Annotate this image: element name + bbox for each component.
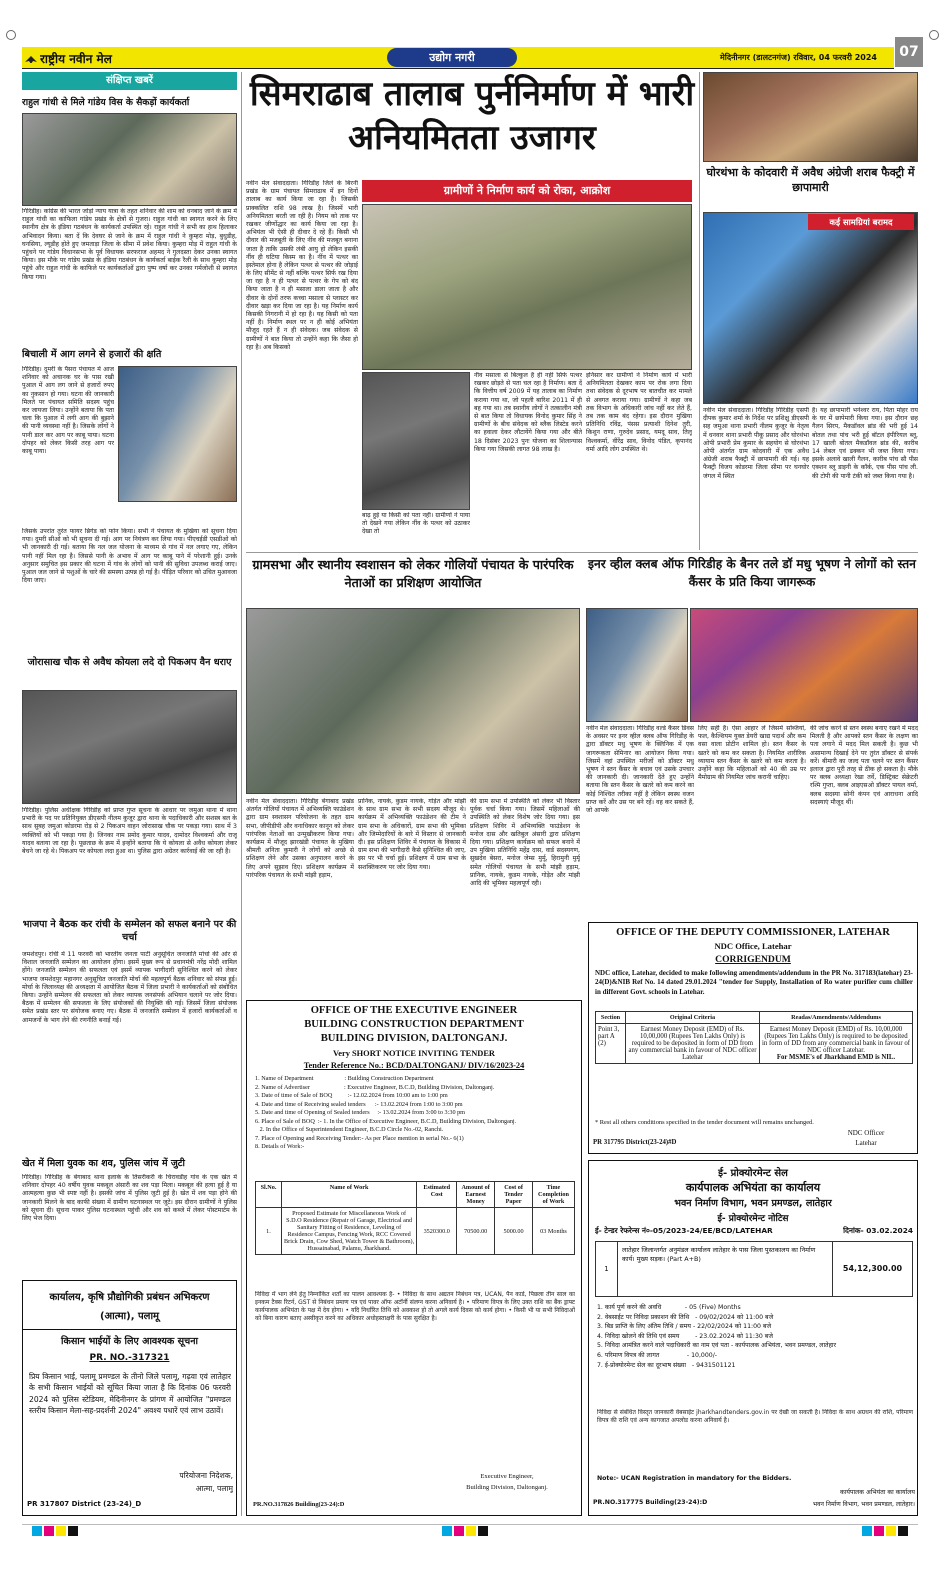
agri-ad-sign-2: आत्मा, पलामू: [195, 1484, 233, 1493]
gram-col-2: प्रानिक, नायके, कुडम नायके, गोड़ेत और मांझी के साथ ग्राम सभा के सभी सदस्य मौजूद थे। कार्यक्रम में अभिव्यक्ति फाउंडेशन की टीम ने ग्राम सभा के अधिकारों, ग्राम सभा की भूमिका और जिम्मेदारियों के बारे में विस्तार से जानकारी दी। इस प्रशिक्षण शिविर में पंचायत के विकास में ग्राम सभा की भागीदारी कैसे सुनिश्चित की जाए, इस पर भी चर्चा हुई। प्रशिक्षण में ग्राम सभा के सशक्तिकरण पर जोर दिया गया।: [358, 798, 466, 871]
eproc-pr: PR.NO.317775 Building(23-24):D: [593, 1499, 708, 1506]
bcd-th-time: Time Completion of Work: [533, 1182, 575, 1208]
eproc-title-1: ई- प्रोक्योरमेन्ट सेल: [718, 1168, 788, 1179]
eproc-sign-2: भवन निर्माण विभाग, भवन प्रमण्डल, लातेहार।: [812, 1501, 915, 1508]
bcd-th-work: Name of Work: [281, 1182, 416, 1208]
bcd-cell-sl: 1.: [256, 1208, 282, 1255]
column-rule-left: [241, 72, 242, 1516]
brief-2-body-left: गिरिडीह। दुमरी के पैसरा पंचायत में आज शनिवार को अचानक घर के पास रखी पुआल में आग लग जाने से हजारों रुपए का नुकसान हो गया। घटना की जानकारी मिलते पर पंचायत समिति सदस्य पहुंच कर जायजा लिया। उन्होंने बताया कि पता चला कि पुआल में लगी आग की बुझाने की पानी व्यवस्था नहीं है। जिसके लोगों ने पानी डाल कर आग पर काबू पाया। घटना दोपहर को लेकर किसी तरह आग पर काबू पाया।: [22, 366, 114, 455]
lead-banner-label: ग्रामीणों ने निर्माण कार्य को रोका, आक्रोश: [443, 184, 611, 197]
registration-mark-top-right: [929, 30, 939, 40]
corr-msme-text: For MSME's of Jharkhand EMD is NIL.: [776, 1054, 896, 1061]
brief-4-body: जमशेदपुर। रांची में 11 फरवरी को भारतीय जनता पार्टी अनुसूचित जनजाति मोर्चा की ओर से विशाल जनजाति सम्मेलन का आयोजन होगा। इसमें मुख्य रूप से प्रधानमंत्री नरेंद्र मोदी शामिल होंगे। जनजाति सम्मेलन की सफलता एवं इसमें व्यापक भागीदारी सुनिश्चित करने को लेकर भाजपा जमशेदपुर महानगर अनुसूचित जनजाति मोर्चा की महत्वपूर्ण बैठक शनिवार को संपन्न हुई। मोर्चा के जिलाध्यक्ष की अध्यक्षता में आयोजित बैठक में जिला प्रभारी ने कार्यकर्ताओं को संबोधित किया। उन्होंने सम्मेलन की सफलता को लेकर व्यापक जनसंपर्क अभियान चलाने पर जोर दिया। बैठक में सम्मेलन की सफलता के लिए संयोजकों की नियुक्ति की गई। जिसमें जिला संयोजक समेत प्रखंड स्तर पर संयोजक बनाए गए। बैठक में जनजाति सम्मेलन में हजारों कार्यकर्ताओं व आमजनों के भाग लेने की रणनीति बनाई गई।: [22, 951, 237, 1024]
agri-ad-subtitle: (आत्मा), पलामू: [99, 1311, 160, 1322]
color-swatch: [874, 1526, 884, 1536]
liquor-tag: [808, 214, 914, 230]
liquor-col-2: है। यह छापामारी भनेश्वर राय, पिता मोहर राय के घर में छापेमारी किया गया। इस दौरान छह गैलन सिरप, मैकडॉवल ब्रांड की भरी हुई 14 बोतल तथा पांच भरी हुई बॉटल इंपीरियल ब्लू, 17 खाली बोतल मैकडॉवल ब्रांड की, कारीब 14 लेबल एवं ढक्कन भी जब्त किया गया। इसके अलावे खाली गैलन, कारीब पांच सौ पीस एक्शन ब्लू डाइनी के कॉर्क, एक पीस पांच ली. की टोपी की पानी टंकी को जब्त किया गया है।: [812, 407, 918, 480]
brief-2-title: बिचाली में आग लगने से हजारों की क्षति: [22, 349, 162, 360]
corr-title-3: CORRIGENDUM: [715, 954, 791, 965]
bcd-detail-row: 7. Place of Opening and Receiving Tender:- As per Place mention in serial No.- 6(1): [255, 1134, 464, 1142]
color-swatch: [442, 1526, 452, 1536]
bcd-title-3: BUILDING DIVISION, DALTONGANJ.: [320, 1033, 508, 1044]
bcd-sign-1: Executive Engineer,: [480, 1473, 534, 1480]
gram-headline: ग्रामसभा और स्थानीय स्वशासन को लेकर गोलियों पंचायत के पारंपरिक नेताओं का प्रशिक्षण आयोजित: [252, 557, 574, 591]
brief-2-photo: [118, 366, 237, 502]
brief-3-body: गिरिडीह। पुलिस अधीक्षक गिरिडीह को प्राप्त गुप्त सूचना के आधार पर जमुआ थाना में थाना प्रभारी के पद पर प्रतिनियुक्त डीएसपी नीलम कुजूर द्वारा थाना के पदाधिकारी और सशस्त्र बल के साथ सुबह जमुआ कोडरमा रोड़ से 2 पिकअप वाहन जोरासाख चौक पर पकड़ा गया। साथ में 3 व्यक्तियों को भी पकड़ा गया है। जिनका नाम प्रमोद कुमार यादव, दामोदर विश्वकर्मा और राजू यादव बताया जा रहा है। पूछताछ के क्रम में इन्होंने बताया कि ये कोयला से अवैध कोयला लेकर बेचने जा रहे थे। पिकअप पर कोयला लदा हुआ था। पुलिस द्वारा अग्रेतर कार्रवाई की जा रही है।: [22, 807, 237, 855]
bcd-pr: PR.NO.317826 Building(23-24):D: [253, 1501, 345, 1508]
bcd-th-sl: Sl.No.: [256, 1182, 282, 1208]
lead-banner: [362, 180, 692, 202]
agri-ad-body: प्रिय किसान भाई, पलामू प्रमण्डल के तीनो जिले पलामू, गढ़वा एवं लातेहार के सभी किसान भाईयों को सूचित किया जाता है कि दिनांक 06 फरवरी 2024 को पुलिस स्टेडियम, मेदिनीनगर के प्रांगण में आयोजित "प्रमण्डल स्तरीय किसान मेला-सह-प्रदर्शनी 2024" अवश्य पधारें एवं लाभ उठावें।: [29, 1372, 231, 1416]
bcd-detail-row: 6. Place of Sale of BOQ :- 1. In the Office of Executive Engineer, B.C.D, Building Division, Daltonganj.: [255, 1117, 517, 1125]
agri-ad-title: कार्यालय, कृषि प्रौद्योगिकी प्रबंधन अभिकरण: [49, 1292, 210, 1303]
cancer-headline: इनर व्हील क्लब ऑफ गिरिडीह के बैनर तले डॉ मधु भूषण ने लोगों को स्तन कैंसर के प्रति किया जागरूक: [588, 557, 916, 589]
bcd-table-header-row: [256, 1182, 575, 1208]
cancer-col-1: नवीन मेल संवाददाता। गिरिडीह वर्ल्ड कैंसर डिवस के अवसर पर इनर व्हील क्लब ऑफ गिरिडीह के द्वारा डॉक्टर मधु भूषण के क्लिनिक में एक जागरूकता सेमिनार का आयोजन किया गया। जिसमें वहां उपस्थित मरीजों को डॉक्टर मधु भूषण ने स्तन कैंसर के बचाव एवं उसके उपचार की जानकारी दी। जानकारी देते हुए उन्होंने बताया कि स्तन कैंसर के खतरे को कम करने का कोई निश्चित तरीका नहीं है लेकिन स्वस्थ वजन प्राप्त करें और उस पर बने रहें। वह कर सकते हैं, जो आपके: [586, 725, 694, 814]
lead-col-1: [246, 180, 358, 548]
eproc-cost: 54,12,300.00: [832, 1242, 912, 1296]
corr-th-section: Section: [596, 1012, 626, 1024]
eproc-ucan: Note:- UCAN Registration in mandatory for the Bidders.: [597, 1475, 792, 1482]
liquor-top-photo: [703, 72, 918, 162]
eproc-title-2: कार्यपालक अभियंता का कार्यालय: [685, 1181, 821, 1194]
corr-amended-text: Earnest Money Deposit (EMD) of Rs. 10,00,000 (Rupees Ten Lakhs Only) is required to be deposited in form of DD from any commercial bank in favour of NDC officer Latehar.: [762, 1026, 910, 1054]
corr-cell-original: Earnest Money Deposit (EMD) of Rs. 10,00,000 (Rupees Ten Lakhs Only) is required to be deposited in form of DD from any commercial bank in favour of NDC officer Latehar: [626, 1024, 760, 1064]
bcd-detail-row: 1. Name of Department : Building Construction Department: [255, 1075, 434, 1082]
bcd-detail-row: 2. Name of Advertiser : Executive Engineer, B.C.D, Building Division, Daltonganj.: [255, 1083, 495, 1091]
eproc-work: लातेहार जिलान्तर्गत अनुमंडल कार्यालय लातेहार के पास जिला पुस्तकालय का निर्माण कार्य। मुख्य सड़क। (Part A+B): [622, 1246, 816, 1263]
section-rule-mid: [246, 552, 918, 553]
liquor-main-photo: [703, 212, 918, 404]
cancer-photo-left: [586, 608, 688, 722]
bcd-detail-row: 3. Date of time of Sale of BOQ :- 12.02.2024 from 10:00 am to 1:00 pm: [255, 1092, 448, 1100]
eproc-item: 5. निविदा आमंत्रित करने वाले पदाधिकारी का नाम एवं पता - कार्यपालक अभियंता, भवन प्रमण्डल, लातेहार: [597, 1342, 836, 1350]
paper-logo-icon: [24, 51, 38, 63]
agri-ad: [22, 1280, 237, 1516]
dateline: मेदिनीनगर (डालटनगंज) रविवार, 04 फरवरी 2024: [719, 53, 877, 62]
lead-col-3: इनिसार कर ग्रामीणों ने निर्माण कार्य में भारी अनियमितता देखकर काम पर रोक लगा दिया तथा संवेदक से दूरभाष पर बातचीत कर मामले से अवगत कराया गया। ग्रामीणों ने कहा जब तक विभाग के अधिकारी जांच नहीं कर लेते हैं, तब तक काम बंद रहेगा। इस दौरान मुखिया प्रतिनिधि रविंद्र, पंसस प्रत्याशी दिनेश तुरी, किशुन राणा, गुरुदेव प्रसाद, यमदू साव, तिलू विश्वकर्मा, वीरेंद्र साव, विनोद पंडित, कृपानंद वर्मा आदि लोग उपस्थित थे।: [586, 372, 692, 453]
bcd-detail-row: 5. Date and time of Opening of Sealed tenders :- 13.02.2024 from 3:00 to 3:30 pm: [255, 1109, 465, 1117]
liquor-tag-label: कई सामग्रियां बरामद: [829, 217, 893, 227]
lead-col-1-text-b: यह निर्माण कार्य किसकी निगरानी में हो रहा है। यह किसी को पता नहीं है। निर्माण स्थल पर न ही कोई अभियंता मौजूद रहते हैं न ही संवेदक। जब संवेदक से ग्रामीणों ने बात किया तो उन्होंने कहा कि जैसा हो रहा है। अब किसको: [246, 302, 358, 351]
color-swatch: [56, 1526, 66, 1536]
color-swatch: [886, 1526, 896, 1536]
corr-title-1: OFFICE OF THE DEPUTY COMMISSIONER, LATEHAR: [616, 927, 890, 938]
corr-title-2: NDC Office, Latehar: [714, 941, 792, 951]
brief-5-title: खेत में मिला युवक का शव, पुलिस जांच में जुटी: [22, 1158, 185, 1169]
eproc-title-4: ई- प्रोक्योरमेन्ट नोटिस: [717, 1214, 789, 1224]
cancer-col-2: लिए सही है। ऐसा आहार लें जिसमें सब्जियां, फल, कैल्शियम युक्त डेयरी खाद्य पदार्थ और कम वसा वाला प्रोटीन शामिल हो। स्तन कैंसर के खतरे को कम कर सकता है। नियमित शारीरिक व्यायाम स्तन कैंसर के खतरे को कम करता है। उन्होंने कहा कि महिलाओं को 40 की उम्र पर मैमोग्राम की नियमित जांच करानी चाहिए।: [698, 725, 806, 782]
color-swatch: [44, 1526, 54, 1536]
bcd-tender-ad: [246, 1000, 582, 1516]
agri-ad-notice: किसान भाईयों के लिए आवश्यक सूचना: [60, 1336, 199, 1347]
gram-col-3: की ग्राम सभा में उपस्थिति को लेकर भी विस्तार पूर्वक चर्चा किया गया। जिसमें महिलाओं की उपस्थिति को लेकर विशेष जोर दिया गया। इस प्रशिक्षण शिविर में अभिव्यक्ति फाउंडेशन के मनोज दास और खतिबुल अंसारी द्वारा प्रशिक्षण दिया गया। प्रशिक्षण कार्यक्रम को सफल बनाने में उप मुखिया प्रतिनिधि महेंद्र दास, वार्ड सदस्यगण, सुखदेव बेसरा, मनोज जेम्स मुर्मू, हिरामुनी मुर्मू समेत गोलियों पंचायत के सभी मांझी हड़ाम, प्रानिक, नायके, कुडम नायके, गोड़ेत और मांझी आदि की भूमिका महत्वपूर्ण रही।: [470, 798, 580, 887]
corr-intro: NDC office, Latehar, decided to make following amendments/addendum in the PR No. 317183(latehar) 23-24(D)&NIB Ref No. 14 dated 29.01.2024 "tender for Supply, Installation of Ro water purifier cum chiller in different Govt. schools in Latehar.: [595, 969, 913, 996]
agri-ad-divider: [23, 1329, 236, 1330]
color-swatch: [898, 1526, 908, 1536]
eproc-work-box: [595, 1241, 913, 1297]
bcd-title-2: BUILDING CONSTRUCTION DEPARTMENT: [304, 1019, 524, 1030]
corr-sign-2: Latehar: [855, 1139, 877, 1147]
corr-pr: PR 317795 District(23-24)#D: [593, 1139, 677, 1146]
bcd-notes: निविदा में भाग लेने हेतु निम्नांकित शर्तों का पालन आवश्यक है- • निविदा के साथ अद्यतन निबंधन पत्र, UCAN, पैन कार्ड, पिछला तीन साल का इनकम टैक्स रिटर्न, GST से निबंधन प्रमाण पत्र एवं पावर ऑफ अटॉर्नी संलग्न करना अनिवार्य है। • परिमाण विपत्र के लिए उक्त राशि का बैंक ड्राफ्ट कार्यपालक अभियंता के पक्ष में देय होगा। • यदि निर्धारित तिथि को अवकाश हो तो अगले कार्य दिवस को कार्य होगा। • किसी भी या सभी निविदाओं को बिना कारण बताए अस्वीकृत करने का अधिकार अधोहस्ताक्षरी के पास सुरक्षित है।: [255, 1291, 575, 1322]
eproc-title-3: भवन निर्माण विभाग, भवन प्रमण्डल, लातेहार: [674, 1198, 832, 1209]
bcd-title-4: Very SHORT NOTICE INVITING TENDER: [333, 1049, 495, 1058]
color-swatch: [478, 1526, 488, 1536]
bcd-cell-cost: 3520300.0: [417, 1208, 457, 1255]
eproc-ref: ई- टेन्डर रेफरेन्स नं०-05/2023-24/EE/BCD/LATEHAR: [595, 1226, 773, 1235]
brief-band: [22, 72, 237, 90]
cancer-photo-right: [690, 608, 918, 722]
bcd-th-emd: Amount of Earnest Money: [457, 1182, 495, 1208]
bcd-title-1: OFFICE OF THE EXECUTIVE ENGINEER: [310, 1005, 518, 1016]
color-swatch: [466, 1526, 476, 1536]
bcd-th-paper: Cost of Tender Paper: [495, 1182, 533, 1208]
agri-ad-sign-1: परियोजना निदेशक,: [179, 1471, 233, 1480]
masthead-bar: [22, 47, 894, 69]
eproc-sign-1: कार्यपालक अभियंता का कार्यालय: [840, 1489, 915, 1496]
brief-3-title: जोरासाख चौक से अवैध कोयला लदे दो पिकअप वैन धराए: [27, 657, 232, 668]
color-swatch: [32, 1526, 42, 1536]
eproc-item: 6. परिमाण विपत्र की लागत - 10,000/-: [597, 1352, 718, 1360]
brief-band-label: संक्षिप्त खबरें: [106, 75, 153, 86]
gram-photo: [246, 608, 580, 794]
bcd-sign-2: Building Division, Daltonganj.: [466, 1484, 548, 1491]
eproc-ad: [588, 1160, 918, 1516]
brief-1-title: राहुल गांधी से मिले गांडेय विस के सैकड़ों कार्यकर्ता: [22, 97, 190, 108]
brief-5-body: गिरिडीह। गिरिडीह के बेंगाबाद थाना इलाके के तिसरीकरी के चिरावडीह गांव के एक खेत में शनिवार दोपहर 40 वर्षीय युवक मकबूल अंसारी का शव पड़ा मिला। मकबूल की हत्या हुई है या आत्महत्या कुछ भी स्पष्ट नहीं है। इसकी जांच में पुलिस जुटी हुई है। खेत में शव पड़ा होने की जानकारी मिलने के बाद काफी संख्या में ग्रामीण घटनास्थल पर जुटे। इस दौरान ग्रामीणों ने पुलिस को सूचना दी। सूचना पाकर पुलिस घटनास्थल पहुंची और शव को कब्जे में लेकर पोस्टमार्टम के लिए भेज दिया।: [22, 1174, 237, 1222]
eproc-items: [597, 1303, 913, 1403]
brief-2-body-right: जिसके उपरांत तुरंत फायर ब्रिगेड को फोन किया। सभी ने पंचायत के मुखिया को सूचना दिया गया। दुमरी सीओ को भी सूचना दी गई। आग पर नियंत्रण कर लिया गया। पीएचईडी एसडीओ को भी जानकारी दी गई। बताया कि नल जल योजना के माध्यम से गांव में नल लगाए गए, लेकिन पानी नहीं मिल रहा है। जिससे पानी के अभाव में आग पर काबू पाने में परेशानी हुई। उनके अनुसार समुचित इस प्रकार की घटना में गांव के लोगों को पानी की सुविधा उपलब्ध कराई जाए। पुआल जल जाने से पशुओं के चारे की समस्या उत्पन्न हो गई है। पीड़ित परिवार को उचित मुआवजा दिया जाए।: [22, 528, 237, 585]
eproc-item: 2. वेबसाईट पर निविदा प्रकाशन की तिथि - 09/02/2024 को 11:00 बजे: [597, 1313, 774, 1321]
lead-inset-photo: [362, 372, 470, 510]
bcd-details: [255, 1075, 577, 1179]
corr-sign-1: NDC Officer: [847, 1129, 885, 1137]
lead-caption: बाढ़ हुई या किसी को पता नहीं। ग्रामीणों ने पाया तो देखने गया लेकिन नींव के पत्थर को उठाकर देखा तो: [362, 512, 470, 536]
liquor-headline: घोरथंभा के कोदवारी में अवैध अंग्रेजी शराब फैक्ट्री में छापामारी: [706, 166, 915, 195]
color-swatch: [454, 1526, 464, 1536]
agri-ad-pr-footer: PR 317807 District (23-24)_D: [27, 1500, 142, 1508]
bcd-detail-row: 2. In the Office of Superintendent Engineer, B.C.D Circle No.-02, Ranchi.: [255, 1126, 444, 1134]
table-row: [596, 1024, 913, 1064]
bcd-detail-row: 8. Details of Work:-: [255, 1143, 305, 1151]
eproc-item: 3. बिड प्राप्ति के लिए अंतिम तिथि / समय - 22/02/2024 को 11:00 बजे: [597, 1323, 772, 1331]
liquor-col-1: नवीन मेल संवाददाता। गिरिडीह गिरिडीह एसपी दीपक कुमार शर्मा के निर्देश पर प्रशिक्षु डीएसपी सह जमुआ थाना प्रभारी नीलम कुजूर के नेतृत्व में धनवार थाना प्रभारी पीकू प्रसाद और घोरथंभा ओपी प्रभारी प्रेम कुमार के सहयोग से घोरथंभा ओपी अंतर्गत ग्राम कोदवारी में एक अवैध अंग्रेजी शराब फैक्ट्री में छापामारी की गई। यह फैक्ट्री विजय कोडरमा जिला सीमा पर घनघोर जंगल में स्थित: [703, 407, 809, 480]
eproc-date: दिनांक- 03.02.2024: [843, 1226, 913, 1235]
corr-table-header-row: [596, 1012, 913, 1024]
table-row: [256, 1208, 575, 1255]
bcd-work-table: [255, 1181, 575, 1287]
corr-note: * Rest all others conditions specified in the tender document will remains unchanged.: [595, 1119, 814, 1126]
bcd-cell-emd: 70500.00: [457, 1208, 495, 1255]
brief-1-body: गिरिडीह। कांग्रेस की भारत जोड़ो न्याय यात्रा के तहत शनिवार की शाम को धनबाद जाने के क्रम में राहुल गांधी का काफिला गांडेय प्रखंड के क्षेत्रों से गुजरा। राहुल गांधी का स्वागत करने के लिए स्थानीय क्षेत्र के इंडिया गठबंधन के कार्यकर्ता उपस्थित रहे। राहुल गांधी ने सभी का हाथ हिलाकर अभिवादन किया। बता दें कि देवघर से जाने के क्रम में राहुल गांधी ने कुम्हरा मोड़, बुधुडीह, घनसिया, ल्यूडीह होते हुए जमताड़ा जिला के सीमा में प्रवेश किया। कुम्हरा मोड़ में राहुल गांधी के पहुंचने पर गांडेय विधानसभा के पूर्व विधायक सरफराज अहमद ने गुलदस्ता देकर उनका स्वागत किया। इस मौके पर गांडेय प्रखंड के इंडिया गठबंधन के कार्यकर्ता बाईक रैली के साथ कुम्हरा मोड़ पहुंचे और राहुल गांधी के काफिले पर कार्यकर्ताओं द्वारा पुष्प वर्षा कर उनका गर्मजोशी से स्वागत किया गया।: [22, 208, 237, 281]
section-name: [387, 48, 517, 67]
brief-4-title: भाजपा ने बैठक कर रांची के सम्मेलन को सफल बनाने पर की चर्चा: [22, 919, 237, 943]
corr-table: [595, 1011, 913, 1117]
bcd-ref: Tender Reference No.: BCD/DALTONGANJ/ DIV/16/2023-24: [303, 1061, 525, 1070]
bcd-cell-work: Proposed Estimate for Miscellaneous Work of S.D.O Residence (Repair of Garage, Electrical and Sanitary Fitting of Residence, Leveling of Residence Campus, Fencing Work, RCC Covered Brick Drain, Cow Shed, Watch Tower & Bathroom), Hussainabad, Palamu, Jharkhand.: [281, 1208, 416, 1255]
lead-headline: सिमराढाब तालाब पुर्ननिर्माण में भारी अनियमितता उजागर: [249, 74, 695, 159]
brief-3-photo: [22, 690, 237, 804]
bcd-cell-time: 03 Months: [533, 1208, 575, 1255]
color-swatch: [68, 1526, 78, 1536]
corrigendum-ad: [588, 922, 918, 1154]
brief-1-photo: [22, 113, 237, 206]
gram-col-1: नवीन मेल संवाददाता। गिरिडीह बेंगाबाद प्रखंड अंतर्गत गोलियों पंचायत में अभिव्यक्ति फाउंडेशन द्वारा ग्राम स्वशासन परियोजना के तहत ग्राम सभा, जीपीडीपी और वनाधिकार कानून को लेकर पारंपरिक नेताओं का उन्मुखीकरण किया गया। कार्यक्रम में मौजूद झारखंडी पंचायत के मुखिया श्रीमती अनिता कुमारी ने लोगों को अच्छे से प्रशिक्षण लेने और उसका अनुपालन करने के लिए अपने सुझाव दिए। प्रशिक्षण कार्यक्रम में पारंपरिक पंचायत के सभी मांझी हड़ाम,: [246, 798, 354, 879]
eproc-sl: 1: [596, 1242, 618, 1296]
section-label: उद्योग नगरी: [429, 51, 475, 64]
agri-ad-pr: PR. NO.-317321: [89, 1353, 170, 1363]
corr-cell-section: Point 3, part A (2): [596, 1024, 626, 1064]
eproc-item: 1. कार्य पूर्ण करने की अवधि - 05 (Five) Months: [597, 1304, 741, 1311]
eproc-item: 4. निविदा खोलने की तिथि एवं समय - 23.02.2024 को 11:30 बजे: [597, 1332, 773, 1340]
column-rule-right: [699, 72, 700, 550]
corr-th-original: Original Criteria: [626, 1012, 760, 1024]
bcd-cell-paper: 5000.00: [495, 1208, 533, 1255]
lead-col-2: नींव मसाला से बिल्कुल है ही नहीं सिर्फ पत्थर रखकर छोड़ते से पता चल रहा है निर्माण। बता दें कि वित्तीय वर्ष 2009 में यह तालाब का निर्माण कराया गया था, जो पहली बारिश 2011 में ही बह गया था। तब स्थानीय लोगों ने तत्कालीन मंत्री से बात किया तो विधायक विनोद कुमार सिंह ने ग्रामीणों के बीच संवेदक को ब्लैक लिस्टेड करने का हवाला देकर लौटायेंगे किया गया और बीते 18 दिसंबर 2023 पुनः योजना का शिलान्यास किया गया जिसकी लागत 98 लाख है।: [474, 372, 582, 453]
page-number: 07: [895, 37, 923, 67]
registration-mark-top-left: [6, 30, 16, 40]
corr-th-amended: Readas/Amendments/Addendums: [760, 1012, 913, 1024]
eproc-notes: निविदा से संबंधित विस्तृत जानकारी वेबसाईट jharkhandtenders.gov.in पर देखी जा सकती है। निविदा के साथ अग्रधन की राशि, परिमाण विपत्र की राशि एवं अन्य कागजात अपलोड करना अनिवार्य है।: [597, 1409, 913, 1424]
lead-main-photo: [362, 204, 692, 370]
color-swatch: [862, 1526, 872, 1536]
eproc-item: 7. ई-प्रोक्योरमेन्ट सेल का दूरभाष संख्या - 9431501121: [597, 1361, 736, 1369]
bcd-detail-row: 4. Date and time of Receiving sealed tenders :- 13.02.2024 from 1:00 to 3:00 pm: [255, 1100, 463, 1108]
corr-cell-amended: [760, 1024, 913, 1064]
paper-name: राष्ट्रीय नवीन मेल: [40, 52, 112, 66]
bcd-th-cost: Estimated Cost: [417, 1182, 457, 1208]
cancer-col-3: की जांच करने से स्तन स्वस्थ बनाए रखने में मदद मिलती है और आपको स्तन कैंसर के लक्षण का पता लगाने में मदद मिल सकती है। कुछ भी असामान्य दिखाई देने पर तुरंत डॉक्टर से संपर्क करें। बीमारी का जल्द पता चलने पर स्तन कैंसर इलाज द्वारा पूरी तरह से ठीक हो सकता है। मौके पर क्लब अध्यक्षा रेखा तर्वे, डिस्ट्रिक्ट सेक्रेटरी रश्मि गुप्ता, क्लब आइएसओ डॉक्टर पायल वर्मा, क्लब सदस्या सोनी कंपन एवं आराधना आदि सदस्याएं मौजूद थीं।: [810, 725, 918, 806]
lead-col-1-text: नवीन मेल संवाददाता। गिरिडीह जिले के बिरनी प्रखंड के ग्राम पंचायत सिमराढाब में इन दिनों तालाब का कार्य किया जा रहा है। जिसकी प्राक्कलित राशि 98 लाख है। जिसमें भारी अनियमितता बरती जा रही है। नियम को ताक पर रखकर जीर्णोद्धार का कार्य किया जा रहा है। अभियंता भी ऐसी ही दीवार दे रहे हैं। किसी भी दीवार की मजबूती के लिए नींव की मजबूत बनाना जाता है ताकि उसकी लंबी आयु हो लेकिन इसकी नींव ही घटिया किस्म का है। नींव में पत्थर का इस्तेमाल होना है लेकिन पत्थर से पत्थर की जोड़ाई के लिए सीमेंट से नहीं बल्कि पत्थर सिर्फ रख दिया जा रहा है न ही पत्थर से पत्थर के गेप को बंद किया जाता है न ही मसाला डाला जाता है और दीवार के दोनों तरफ कच्चा मसाला से प्लास्टर कर दीवार खड़ा कर दिया जा रहा है।: [246, 180, 358, 310]
color-bar: [22, 1524, 918, 1536]
